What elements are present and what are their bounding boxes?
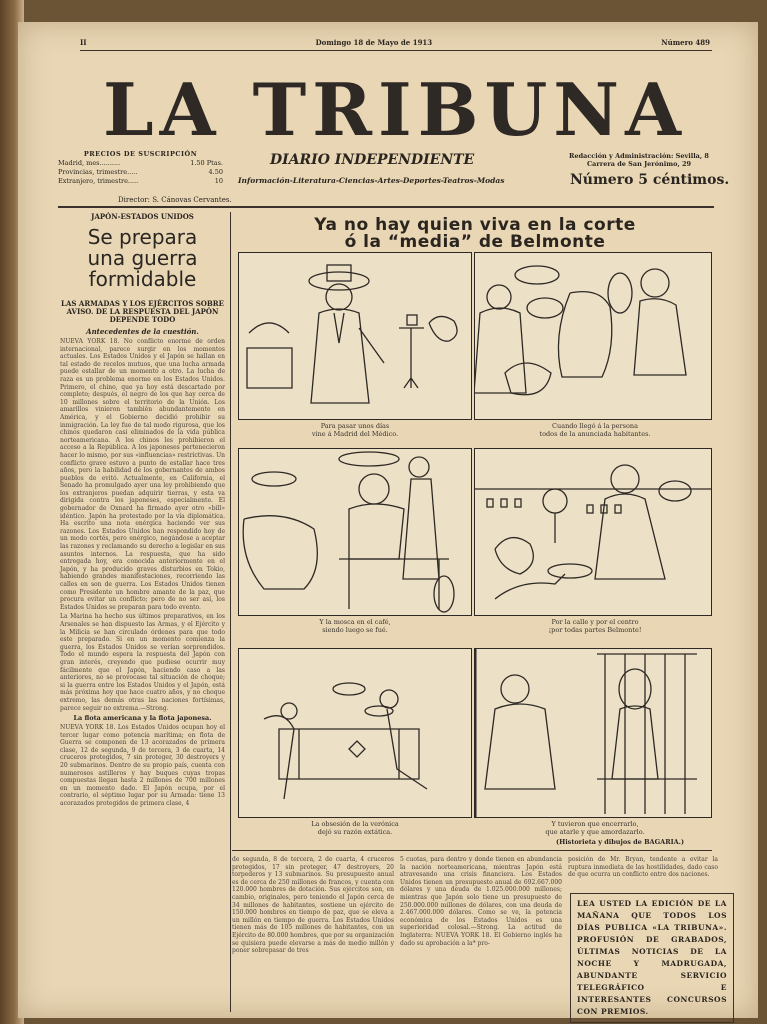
left-article <box>60 212 225 808</box>
price-row: Madrid, mes.......... 1.50 Ptas. <box>58 159 223 167</box>
cartoon-caption: Y tuvieron que encerrarlo, que atarle y que amordazarlo. <box>545 820 645 836</box>
top-line <box>80 38 710 47</box>
cartoon-panel <box>238 252 472 420</box>
cartoon-credit: (Historieta y dibujos de BAGARIA.) <box>556 838 685 846</box>
prices-heading: PRECIOS DE SUSCRIPCIÓN <box>83 150 198 158</box>
bottom-column: posición de Mr. Bryan, tendente a evitar la ruptura inmediata de las hostilidades, dado caso de que ocurra un conflicto entre dos naciones. <box>568 856 718 879</box>
volume: II <box>80 38 87 47</box>
cartoon-caption: Y la mosca en el café, siendo luego se fué. <box>319 618 391 634</box>
masthead-rule <box>58 206 714 208</box>
cartoon-panel <box>238 648 472 818</box>
cartoon-panel <box>474 648 712 818</box>
tagline: Información-Literatura-Ciencias-Artes-Deportes-Teatros-Modas <box>238 176 505 185</box>
article-kicker: JAPÓN-ESTADOS UNIDOS <box>91 212 194 221</box>
section-heading: La flota americana y la flota japonesa. <box>73 714 212 723</box>
article-body: NUEVA YORK 18. No conflicto enorme de orden internacional, parece surgir en los momentos actuales. Los Estados Unidos y el Japón se hallan en tal estado de recelos mutuos, que una lucha armada puede estallar de un momento a otro. La lucha de raza es un problema enorme en los Estados Unidos. Primero, el chino, que ya hoy está descartado por completo; después, el negro de los que hay cerca de 10 millones sobre el territorio de la Unión. Los amarillos vinieron también abundantemente en América, y el Gobierno decidió prohibir su inmigración. La ley fue de tal modo rigurosa, que los chinos quedaron casi eliminados de la vida pública norteamericana. A los chinos les prohibieron el acceso a la República. A los japoneses pertenecieron hacer lo mismo, por sus «influencias» restrictivas. Un conflicto grave estuvo a punto de estallar hace tres años, pero la habilidad de los gobernantes de ambos pueblos de evitó. Actualmente, en California, el Senado ha promulgado ayer una ley prohibiendo que los extranjeros puedan adquirir tierras, y esta va dirigida contra los japoneses, especialmente. El gobernador de Oxnard ha firmado ayer otro «bill» idéntico. Japón ha protestado por la vía diplomática. Ha escrito una nota enérgica haciendo ver sus razones. Los Estados Unidos han respondido hoy de un modo cortés, pero enérgico, negándose a aceptar las razones y reclamando su derecho a legislar en sus asuntos internos. La respuesta, que ha sido entregada hoy, era conocida anteriormente en el Japón, y ha producido graves disturbios en Tokio, habiendo grandes manifestaciones, recorriendo las calles en son de guerra. Los Estados Unidos tienen como Presidente un hombre amante de la paz, que procura evitar un conflicto; pero de no ser así, los Estados Unidos se preparan para todo evento. <box>60 338 225 611</box>
top-rule <box>80 50 712 51</box>
cartoon-drawing <box>239 449 471 615</box>
article-body: La Marina ha hecho sus últimos preparativos, en los Arsenales se han dispuesto las Armas, y el Ejército y la Milicia se han circulado órdenes para que todo este preparado. Si en un momento comienza la guerra, los Estados Unidos se verían sorprendidos. Todo el mundo espera la respuesta del Japón con gran interés, creyendo que pudiese ocurrir muy fácilmente que el Japón, haciendo caso a las anteriores, no se provocase tal situación de choque; si la guerra entre los Estados Unidos y el Japón, está más próxima hoy que hace cuatro años, y no choque extremo, las demás otras las naciones fortísimas, parece seguir no extrema.—Strong. <box>60 613 225 712</box>
cartoon-drawing <box>239 253 471 419</box>
cartoon-drawing <box>475 449 711 615</box>
bottom-column: de segunda, 8 de tercera, 2 de cuarta, 4 cruceros protegidos, 17 sin proteger, 47 destroyers, 20 torpederos y 13 submarinos. Su presupuesto anual es de cerca de 250 millones de francos, y cuenta con 120.000 hombres de dotación. Sus ejércitos son, en cambio, originales, pero teniendo el Japón cerca de 34 millones de habitantes, sostiene un ejército de 150.000 hombres en tiempo de paz, que se eleva a un millón en tiempo de guerra. Los Estados Unidos tienen más de 105 millones de habitantes, con un Ejército de 80.000 hombres, que por su organización se quisiera puede elevarse a más de medio millón y poner sobrepasar de tres <box>232 856 394 955</box>
price-row: Provincias, trimestre..... 4.50 <box>58 168 223 176</box>
price-number: Número 5 céntimos. <box>570 172 730 188</box>
article-antecedents: Antecedentes de la cuestión. <box>86 327 199 336</box>
director: Director: S. Cánovas Cervantes. <box>118 196 232 204</box>
promo-box: LEA USTED LA EDICIÓN DE LA MAÑANA QUE TODOS LOS DÍAS PUBLICA «LA TRIBUNA». PROFUSIÓN DE GRABADOS, ÚLTIMAS NOTICIAS DE LA NOCHE Y MADRUGADA, ABUNDANTE SERVICIO TELEGRÁFICO E INTERESANTES CONCURSOS CON PREMIOS. <box>570 893 734 1023</box>
price-row: Extranjero, trimestre..... 10 <box>58 177 223 185</box>
cartoon-panel <box>238 448 472 616</box>
article-subhead: LAS ARMADAS Y LOS EJÉRCITOS SOBRE AVISO. DE LA RESPUESTA DEL JAPÓN DEPENDE TODO <box>61 299 224 324</box>
cartoon-title: Ya no hay quien viva en la corte ó la “media” de Belmonte <box>314 215 636 252</box>
cartoon-panel <box>474 448 712 616</box>
cartoon-drawing <box>239 649 471 817</box>
subscription-prices <box>58 150 223 186</box>
issue-number: Número 489 <box>661 38 710 47</box>
cartoon-drawing <box>475 649 711 817</box>
bottom-column: 5 cuotas, para dentro y donde tienen en abundancia la nación norteamericana, mientras Japón está atravesando una crisis financiera. Los Estados Unidos tienen un presupuesto anual de 692.667.000 dólares y una deuda de 1.025.000.000 millones; mientras que Japón solo tiene un presupuesto de 250.000.000 millones de dólares, con una deuda de 2.467.000.000 dólares. Como se ve, la potencia económica de los Estados Unidos es una superioridad colosal.—Strong. La actitud de Inglaterra: NUEVA YORK 18. El Gobierno inglés ha dado su aprobación a la* pro- <box>400 856 562 947</box>
cartoon-caption: Cuando llegó á la persona todos de la anunciada habitantes. <box>539 422 651 438</box>
article-body: NUEVA YORK 18. Los Estados Unidos ocupan hoy el tercer lugar como potencia marítima; en flota de Guerra se componen de 13 acorazados de primera clase, 12 de segunda, 9 de tercera, 3 de cuarta, 14 cruceros protegidos, 7 sin proteger, 30 destroyers y 20 submarinos. Dentro de su propio país, cuenta con numerosos astilleros y hay buques cuyas tropas compuestas llegan hasta 2 millones de 700 millones en un momento dado. El Japón ocupa, por el contrario, el séptimo lugar por su Armada: tiene 13 acorazados protegidos de primera clase, 4 <box>60 724 225 808</box>
issue-date: Domingo 18 de Mayo de 1913 <box>315 38 433 47</box>
cartoon-panel <box>474 252 712 420</box>
cartoon-caption: Por la calle y por el centro ¡por todas partes Belmonte! <box>548 618 642 634</box>
cartoon-caption: Para pasar unos días vine á Madrid del Médico. <box>311 422 399 438</box>
subtitle: DIARIO INDEPENDIENTE <box>270 152 475 168</box>
masthead: LA TRIBUNA <box>103 67 687 152</box>
article-headline: Se prepara una guerra formidable <box>87 225 198 291</box>
column-rule <box>230 212 231 1012</box>
cartoon-drawing <box>475 253 711 419</box>
administration-address: Redacción y Administración: Sevilla, 8 Carrera de San Jerónimo, 29 <box>569 152 709 168</box>
cartoon-caption: La obsesión de la verónica dejó su razón extática. <box>311 820 399 836</box>
section-rule <box>232 850 712 851</box>
